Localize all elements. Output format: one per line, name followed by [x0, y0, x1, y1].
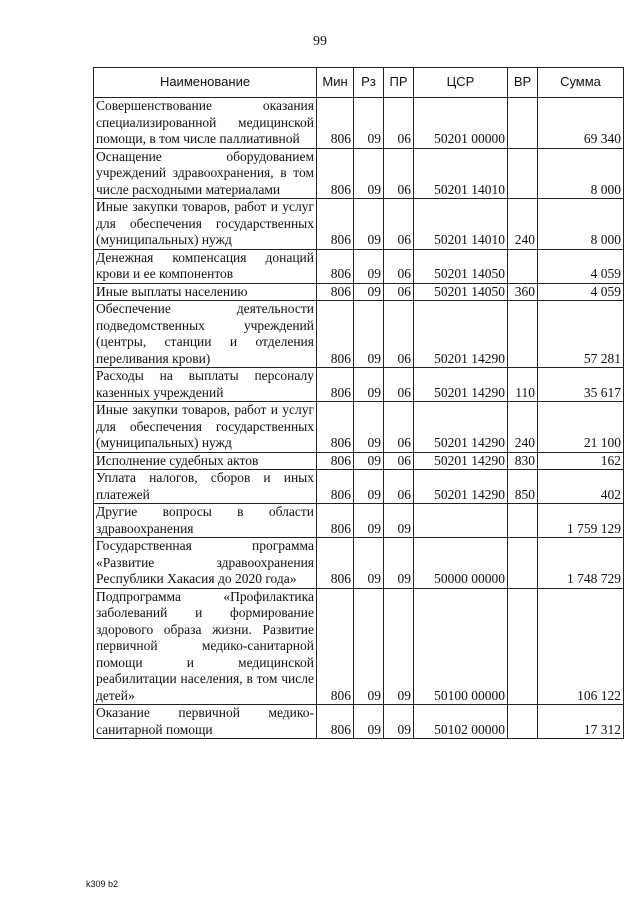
row-csr: 50201 14010 [414, 199, 508, 250]
row-vr [508, 504, 538, 538]
row-rz: 09 [354, 301, 384, 368]
row-name: Иные закупки товаров, работ и услуг для обеспечения государственных (муниципальных) нужд [94, 402, 317, 453]
row-min: 806 [317, 538, 354, 589]
row-rz: 09 [354, 283, 384, 301]
row-min: 806 [317, 283, 354, 301]
row-vr [508, 588, 538, 705]
row-min: 806 [317, 148, 354, 199]
row-min: 806 [317, 705, 354, 739]
row-sum: 69 340 [538, 98, 624, 149]
row-pr: 09 [384, 588, 414, 705]
row-name: Другие вопросы в области здравоохранения [94, 504, 317, 538]
row-pr: 06 [384, 199, 414, 250]
table-row [94, 452, 624, 470]
row-pr: 06 [384, 98, 414, 149]
table-row [94, 98, 624, 149]
row-pr: 06 [384, 368, 414, 402]
budget-table [93, 67, 624, 739]
row-name: Денежная компенсация донаций крови и ее компонентов [94, 249, 317, 283]
row-rz: 09 [354, 199, 384, 250]
row-name: Оказание первичной медико-санитарной помощи [94, 705, 317, 739]
row-pr: 09 [384, 504, 414, 538]
row-pr: 06 [384, 249, 414, 283]
row-pr: 06 [384, 452, 414, 470]
header-name: Наименование [94, 68, 317, 98]
header-rz: Рз [354, 68, 384, 98]
row-csr: 50201 14050 [414, 249, 508, 283]
row-min: 806 [317, 470, 354, 504]
row-rz: 09 [354, 588, 384, 705]
row-vr [508, 301, 538, 368]
table-row [94, 705, 624, 739]
row-sum: 1 748 729 [538, 538, 624, 589]
table-row [94, 249, 624, 283]
row-pr: 06 [384, 301, 414, 368]
row-csr [414, 504, 508, 538]
row-csr: 50000 00000 [414, 538, 508, 589]
row-name: Совершенствование оказания специализированной медицинской помощи, в том числе паллиативной [94, 98, 317, 149]
table-row [94, 470, 624, 504]
row-min: 806 [317, 452, 354, 470]
row-vr: 850 [508, 470, 538, 504]
row-sum: 35 617 [538, 368, 624, 402]
row-min: 806 [317, 301, 354, 368]
row-rz: 09 [354, 98, 384, 149]
row-min: 806 [317, 368, 354, 402]
row-sum: 8 000 [538, 199, 624, 250]
row-csr: 50201 14050 [414, 283, 508, 301]
row-csr: 50201 14290 [414, 470, 508, 504]
row-sum: 4 059 [538, 249, 624, 283]
row-sum: 1 759 129 [538, 504, 624, 538]
row-vr: 110 [508, 368, 538, 402]
row-pr: 09 [384, 538, 414, 589]
row-min: 806 [317, 504, 354, 538]
row-name: Исполнение судебных актов [94, 452, 317, 470]
row-pr: 06 [384, 283, 414, 301]
table-row [94, 283, 624, 301]
table-row [94, 199, 624, 250]
row-pr: 06 [384, 148, 414, 199]
row-vr: 240 [508, 199, 538, 250]
row-min: 806 [317, 249, 354, 283]
row-rz: 09 [354, 504, 384, 538]
row-min: 806 [317, 588, 354, 705]
row-sum: 21 100 [538, 402, 624, 453]
table-row [94, 504, 624, 538]
row-name: Государственная программа «Развитие здравоохранения Республики Хакасия до 2020 года» [94, 538, 317, 589]
row-rz: 09 [354, 249, 384, 283]
footer-code: k309 b2 [86, 879, 119, 889]
row-vr [508, 705, 538, 739]
row-sum: 106 122 [538, 588, 624, 705]
row-sum: 8 000 [538, 148, 624, 199]
row-pr: 06 [384, 470, 414, 504]
row-name: Обеспечение деятельности подведомственных учреждений (центры, станции и отделения переливания крови) [94, 301, 317, 368]
row-min: 806 [317, 199, 354, 250]
row-sum: 162 [538, 452, 624, 470]
header-sum: Сумма [538, 68, 624, 98]
header-pr: ПР [384, 68, 414, 98]
table-row [94, 538, 624, 589]
row-rz: 09 [354, 705, 384, 739]
row-name: Уплата налогов, сборов и иных платежей [94, 470, 317, 504]
row-rz: 09 [354, 452, 384, 470]
row-rz: 09 [354, 148, 384, 199]
row-csr: 50201 14010 [414, 148, 508, 199]
row-min: 806 [317, 402, 354, 453]
table-header-row [94, 68, 624, 98]
row-csr: 50100 00000 [414, 588, 508, 705]
row-vr: 830 [508, 452, 538, 470]
table-row [94, 368, 624, 402]
row-sum: 17 312 [538, 705, 624, 739]
table-row [94, 402, 624, 453]
row-vr [508, 249, 538, 283]
row-rz: 09 [354, 538, 384, 589]
row-vr [508, 98, 538, 149]
row-name: Иные выплаты населению [94, 283, 317, 301]
row-sum: 402 [538, 470, 624, 504]
row-rz: 09 [354, 402, 384, 453]
header-vr: ВР [508, 68, 538, 98]
header-min: Мин [317, 68, 354, 98]
table-row [94, 301, 624, 368]
row-csr: 50201 14290 [414, 368, 508, 402]
table-row [94, 148, 624, 199]
row-csr: 50201 14290 [414, 402, 508, 453]
row-csr: 50201 14290 [414, 452, 508, 470]
row-rz: 09 [354, 470, 384, 504]
row-name: Оснащение оборудованием учреждений здравоохранения, в том числе расходными материалами [94, 148, 317, 199]
row-pr: 09 [384, 705, 414, 739]
row-vr [508, 538, 538, 589]
row-min: 806 [317, 98, 354, 149]
row-sum: 57 281 [538, 301, 624, 368]
row-vr [508, 148, 538, 199]
row-sum: 4 059 [538, 283, 624, 301]
row-rz: 09 [354, 368, 384, 402]
row-csr: 50102 00000 [414, 705, 508, 739]
row-name: Иные закупки товаров, работ и услуг для обеспечения государственных (муниципальных) нужд [94, 199, 317, 250]
row-name: Подпрограмма «Профилактика заболеваний и формирование здорового образа жизни. Развитие первичной медико-санитарной помощи и медицинской реабилитации населения, в том числе детей» [94, 588, 317, 705]
row-name: Расходы на выплаты персоналу казенных учреждений [94, 368, 317, 402]
table-row [94, 588, 624, 705]
header-csr: ЦСР [414, 68, 508, 98]
row-vr: 240 [508, 402, 538, 453]
page-number: 99 [313, 34, 327, 49]
row-vr: 360 [508, 283, 538, 301]
row-csr: 50201 14290 [414, 301, 508, 368]
row-pr: 06 [384, 402, 414, 453]
row-csr: 50201 00000 [414, 98, 508, 149]
